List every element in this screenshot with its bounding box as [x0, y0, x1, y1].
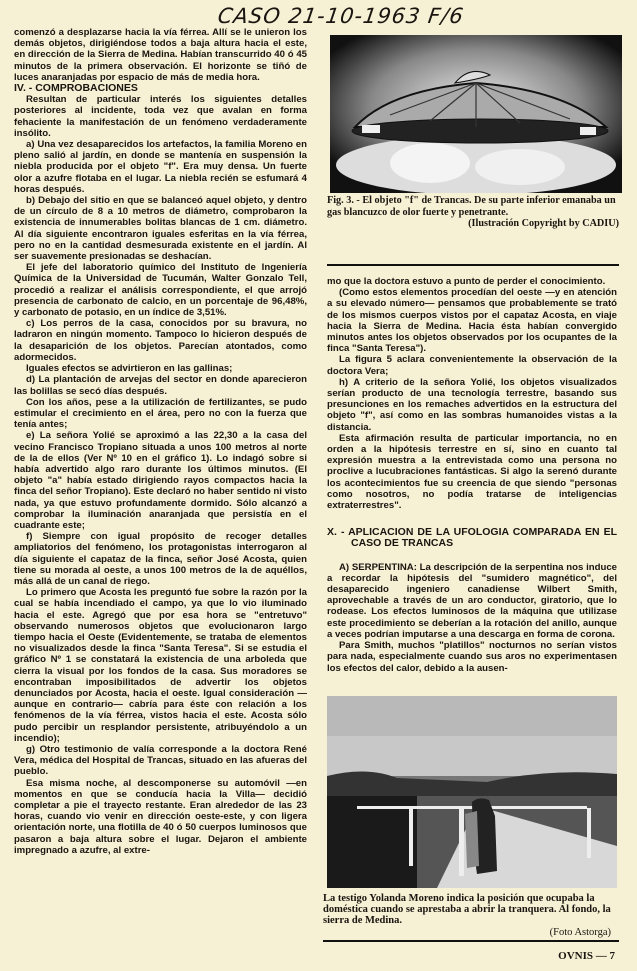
paragraph: d) La plantación de arvejas del sector en donde aparecieron las bolillas se secó días después. [14, 374, 307, 397]
paragraph: comenzó a desplazarse hacia la vía férrea. Allí se le unieron los demás objetos, dirigiéndose todos a baja altura hacia el este, en dirección de la Sierra de Medina. Habían transcurrido 40 ó 45 minutos de la primera observación. El horizonte se tiñó de luces anaranjadas por espacio de más de media hora. [14, 27, 307, 83]
photo-witness [327, 696, 617, 888]
photo-credit: (Foto Astorga) [549, 926, 611, 938]
paragraph: a) Una vez desaparecidos los artefactos, la familia Moreno en pleno salió al jardín, en donde se mantenía en suspensión la niebla producida por el objeto "f". Era muy densa. Un fuerte olor a azufre flotaba en el lugar. La niebla recién se esfumará 4 horas después. [14, 139, 307, 195]
ufo-illustration [330, 35, 622, 193]
left-column [14, 27, 307, 856]
paragraph: (Como estos elementos procedían del oeste —y en atención a su elevado número— pensamos que probablemente se trató de los mismos cuerpos vistos por el capataz Acosta, en viaje hacia la Sierra de Medina. Hacia ésta habían convergido minutos antes los objetos observados por los ocupantes de la finca "Santa Teresa"). [327, 287, 617, 355]
paragraph: e) La señora Yolié se aproximó a las 22,30 a la casa del vecino Francisco Tropiano situada a unos 100 metros al norte de la de ellos (Ver Nº 10 en el gráfico 1). Lo indagó sobre si había advertido algo raro durante los últimos minutos. (El objeto "a" había estado dirigiendo rayos compactos hacia la finca del señor Tropiano). Este declaró no haber sentido ni visto nada, ya que estuvo profundamente dormido. Sólo alcanzó a comprobar la iluminación anaranjada que persistía en el cuadrante este; [14, 430, 307, 531]
paragraph: Esta afirmación resulta de particular importancia, no en orden a la hipótesis terrestre en sí, sino en cuanto tal expresión muestra a la entrevistada como una persona no proclive a lucubraciones fantásticas. Si algo la serenó durante los acontecimientos fue su creencia de que siendo "personas como nosotros, no podía tratarse de inteligencias extraterrestres". [327, 432, 617, 512]
flying-saucer-drawing [330, 35, 622, 193]
paragraph: b) Debajo del sitio en que se balanceó aquel objeto, y dentro de un círculo de 8 a 10 metros de diámetro, comprobaron la existencia de innumerables bolitas blancas de 1 cm. diámetro. Al día siguiente encontraron iguales esferitas en la vía férrea, pero no en la cantidad desmesurada existente en el jardín. Al ser suavemente presionadas se deshacían. [14, 195, 307, 263]
illustration-credit: (Ilustración Copyright by CADIU) [468, 218, 619, 229]
paragraph: g) Otro testimonio de valía corresponde a la doctora René Vera, médica del Hospital de Trancas, situado en las afueras del pueblo. [14, 744, 307, 778]
paragraph: El jefe del laboratorio químico del Instituto de Ingeniería Química de la Universidad de Tucumán, Walter Gonzalo Tell, procedió a realizar el análisis correspondiente, el que arrojó presencia de carbonato de calcio, en un porcentaje de 96,48%, y carbonato de potasio, en un índice de 3,51%. [14, 262, 307, 319]
paragraph: Iguales efectos se advirtieron en las gallinas; [26, 363, 233, 375]
page-folio: OVNIS — 7 [558, 950, 615, 962]
paragraph: A) SERPENTINA: La descripción de la serpentina nos induce a recordar la hipótesis del "sumidero magnético", del desaparecido ingeniero canadiense Wilbert Smith, aprovechable a través de un aro conductor, giratorio, que lo rodease. Los efectos luminosos de la máquina que utilizase este procedimiento se deberían a la rotación del anillo, aunque a veces podrían imputarse a una descarga en forma de corona. [327, 561, 617, 640]
paragraph: Esa misma noche, al descomponerse su automóvil —en momentos en que se conducía hacia la Villa— decidió completar a pie el trayecto restante. Eran alrededor de las 23 horas, cuando vio venir en dirección oeste-este, y con ligera orientación norte, una flotilla de 40 ó 50 cuerpos luminosos que pasaron a baja altura sobre el lugar. Dejaron el ambiente impregnado a azufre, al extre- [14, 777, 307, 856]
figure-caption-bottom [323, 893, 619, 938]
caption-text: La testigo Yolanda Moreno indica la posición que ocupaba la doméstica cuando se aprestaba a abrir la tranquera. Al fondo, la sierra de Medina. [323, 893, 611, 927]
paragraph: La figura 5 aclara convenientemente la observación de la doctora Vera; [327, 354, 617, 377]
divider-rule [323, 940, 619, 942]
paragraph: mo que la doctora estuvo a punto de perder el conocimiento. [327, 276, 606, 287]
figure-caption-top [327, 195, 619, 230]
paragraph: f) Siempre con igual propósito de recoger detalles ampliatorios del fenómeno, los protagonistas interrogaron al día siguiente el capataz de la finca, señor José Acosta, quien tiene su morada al oeste, a unos 100 metros de la de aquéllos, más allá de un canal de riego. [14, 531, 307, 587]
divider-rule [327, 264, 619, 266]
paragraph: c) Los perros de la casa, conocidos por su bravura, no ladraron en ningún momento. Tampoco lo hicieron después de la desaparición de los objetos. Parecían atontados, como adormecidos. [14, 318, 307, 363]
section-heading-ufologia: X. - APLICACION DE LA UFOLOGIA COMPARADA EN EL CASO DE TRANCAS [327, 526, 617, 550]
paragraph: h) A criterio de la señora Yolié, los objetos visualizados serían producto de una tecnología terrestre, basando sus presunciones en los remaches advertidos en la estructura del objeto "f", así como en las sombras humanoides vistas a la distancia. [327, 376, 617, 433]
paragraph: Para Smith, muchos "platillos" nocturnos no serían vistos para nada, especialmente cuando sus aros no experimentasen los efectos del calor, debido a la ausen- [327, 640, 617, 674]
caption-text: Fig. 3. - El objeto "f" de Trancas. De su parte inferior emanaba un gas blancuzco de olor fuerte y penetrante. [327, 195, 616, 218]
section-heading-comprobaciones: IV. - COMPROBACIONES [14, 82, 138, 95]
paragraph: Con los años, pese a la utilización de fertilizantes, se pudo estimular el crecimiento en el área, pero no con la fuerza que tenía antes; [14, 396, 307, 431]
paragraph: Resultan de particular interés los siguientes detalles posteriores al incidente, toda vez que avalan en forma fehaciente la manifestación de un fenómeno verdaderamente insólito. [14, 94, 307, 139]
right-column [327, 276, 617, 674]
handwritten-annotation: CASO 21-10-1963 F/6 [216, 4, 466, 28]
landscape-photo [327, 696, 617, 888]
paragraph: Lo primero que Acosta les preguntó fue sobre la razón por la cual se había incendiado el campo, ya que lo vio iluminado hacia el este. Agregó que por esa hora se "entretuvo" observando numerosos objetos que evolucionaron largo tiempo hacia el Oeste (Evidentemente, se trataba de elementos no visualizados desde la finca "Santa Teresa". Si se estudia el gráfico Nº 1 se constatará la existencia de una arboleda que cierra la visual por los fondos de la casa. Sus moradores se encontraban imposibilitados de advertir los objetos denunciados por Acosta, hacia el oeste. Igual consideración —aunque en contrario— cabría para éste con relación a los fenómenos de la vía férrea, vistos hacia el este. Acosta sólo pudo percibir un resplandor persistente, atribuyéndolo a un incendio); [14, 587, 307, 744]
